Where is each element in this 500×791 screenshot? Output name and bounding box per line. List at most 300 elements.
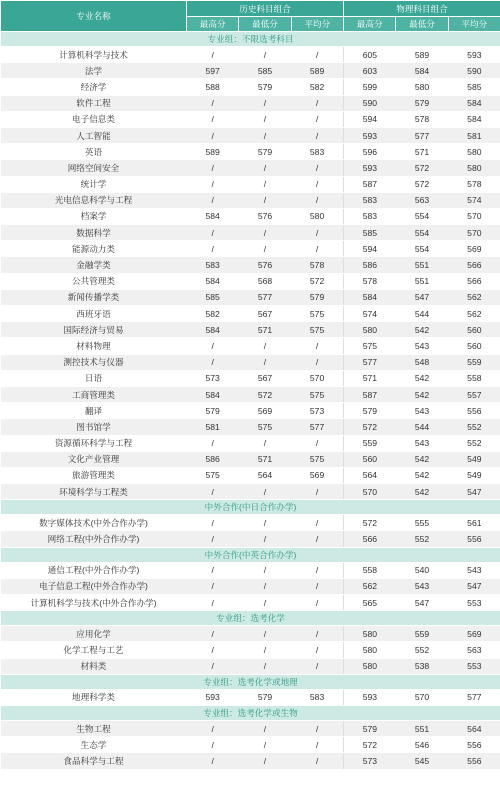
physics-min-cell: 544 [396,306,448,322]
history-max-cell: 585 [187,289,239,305]
physics-max-cell: 572 [344,419,396,435]
physics-avg-cell: 549 [448,451,500,467]
table-row [1,160,500,176]
history-max-cell: / [187,484,239,500]
table-row [1,257,500,273]
physics-min-cell: 543 [396,578,448,594]
physics-max-cell: 565 [344,595,396,611]
physics-avg-cell: 593 [448,47,500,63]
physics-avg-cell: 543 [448,562,500,578]
major-name-cell: 生态学 [1,737,187,753]
history-max-cell: / [187,354,239,370]
history-min-cell: / [239,160,291,176]
table-row [1,753,500,769]
history-min-cell: / [239,47,291,63]
major-name-cell: 食品科学与工程 [1,753,187,769]
physics-min-cell: 542 [396,370,448,386]
physics-max-cell: 575 [344,338,396,354]
table-row [1,241,500,257]
table-row [1,595,500,611]
physics-min-cell: 555 [396,515,448,531]
history-max-cell: / [187,160,239,176]
major-name-cell: 资源循环科学与工程 [1,435,187,451]
group-title: 专业组：选考化学或地理 [1,674,500,689]
major-name-cell: 计算机科学与技术(中外合作办学) [1,595,187,611]
history-min-cell: 577 [239,289,291,305]
history-avg-cell: 583 [291,144,343,160]
history-avg-cell: 575 [291,451,343,467]
physics-min-cell: 552 [396,642,448,658]
history-max-cell: / [187,515,239,531]
physics-avg-cell: 580 [448,144,500,160]
history-avg-cell: / [291,435,343,451]
group-header-row [1,500,500,515]
physics-avg-cell: 569 [448,626,500,642]
history-avg-cell: / [291,47,343,63]
major-name-cell: 翻译 [1,403,187,419]
group-title: 专业组：不限选考科目 [1,32,500,47]
table-row [1,176,500,192]
history-avg-cell: / [291,562,343,578]
table-row [1,370,500,386]
history-avg-cell: 570 [291,370,343,386]
history-avg-cell: 575 [291,306,343,322]
major-name-cell: 旅游管理类 [1,467,187,483]
table-row [1,338,500,354]
history-avg-cell: 575 [291,322,343,338]
group-title: 专业组：选考化学 [1,611,500,626]
table-row [1,127,500,143]
physics-avg-cell: 563 [448,642,500,658]
major-name-cell: 法学 [1,63,187,79]
history-min-cell: 564 [239,467,291,483]
table-row [1,720,500,736]
major-name-cell: 日语 [1,370,187,386]
physics-min-cell: 551 [396,720,448,736]
physics-max-cell: 585 [344,225,396,241]
major-name-cell: 图书馆学 [1,419,187,435]
history-avg-cell: 582 [291,79,343,95]
physics-max-cell: 599 [344,79,396,95]
physics-avg-cell: 562 [448,306,500,322]
table-row [1,306,500,322]
physics-min-cell: 551 [396,257,448,273]
table-row [1,658,500,674]
history-max-cell: 597 [187,63,239,79]
major-name-cell: 光电信息科学与工程 [1,192,187,208]
history-avg-cell: 577 [291,419,343,435]
physics-min-cell: 563 [396,192,448,208]
history-max-cell: / [187,720,239,736]
history-avg-cell: / [291,192,343,208]
history-min-cell: / [239,515,291,531]
physics-avg-cell: 559 [448,354,500,370]
history-avg-cell: / [291,484,343,500]
history-max-cell: / [187,127,239,143]
history-min-cell: 575 [239,419,291,435]
physics-avg-cell: 566 [448,273,500,289]
physics-min-cell: 546 [396,737,448,753]
physics-min-cell: 580 [396,79,448,95]
history-avg-cell: / [291,737,343,753]
physics-min-cell: 589 [396,47,448,63]
major-name-cell: 材料物理 [1,338,187,354]
history-min-cell: / [239,562,291,578]
history-min-cell: / [239,484,291,500]
physics-max-cell: 578 [344,273,396,289]
history-min-cell: / [239,95,291,111]
history-min-cell: 579 [239,79,291,95]
physics-max-cell: 558 [344,562,396,578]
table-body [1,32,500,770]
header-history-min: 最低分 [239,17,291,32]
physics-max-cell: 570 [344,484,396,500]
table-row [1,63,500,79]
physics-min-cell: 542 [396,322,448,338]
history-avg-cell: / [291,338,343,354]
physics-min-cell: 584 [396,63,448,79]
physics-max-cell: 605 [344,47,396,63]
table-row [1,467,500,483]
physics-min-cell: 552 [396,531,448,547]
physics-max-cell: 587 [344,176,396,192]
physics-min-cell: 571 [396,144,448,160]
table-row [1,642,500,658]
table-row [1,354,500,370]
table-row [1,515,500,531]
physics-max-cell: 573 [344,753,396,769]
major-name-cell: 工商管理类 [1,386,187,402]
table-row [1,192,500,208]
history-max-cell: / [187,95,239,111]
physics-min-cell: 578 [396,111,448,127]
major-name-cell: 英语 [1,144,187,160]
history-max-cell: / [187,241,239,257]
physics-avg-cell: 578 [448,176,500,192]
table-row [1,562,500,578]
history-min-cell: / [239,595,291,611]
history-min-cell: / [239,225,291,241]
history-max-cell: 579 [187,403,239,419]
table-header [1,1,500,32]
physics-max-cell: 593 [344,160,396,176]
history-avg-cell: 569 [291,467,343,483]
physics-avg-cell: 570 [448,208,500,224]
history-avg-cell: / [291,578,343,594]
major-name-cell: 西班牙语 [1,306,187,322]
physics-avg-cell: 557 [448,386,500,402]
physics-max-cell: 583 [344,208,396,224]
history-max-cell: 593 [187,689,239,705]
physics-max-cell: 586 [344,257,396,273]
history-max-cell: 583 [187,257,239,273]
physics-avg-cell: 574 [448,192,500,208]
history-max-cell: 584 [187,208,239,224]
physics-avg-cell: 590 [448,63,500,79]
history-avg-cell: / [291,658,343,674]
major-name-cell: 测控技术与仪器 [1,354,187,370]
table-row [1,225,500,241]
physics-max-cell: 593 [344,689,396,705]
header-physics-min: 最低分 [396,17,448,32]
physics-avg-cell: 556 [448,403,500,419]
physics-avg-cell: 549 [448,467,500,483]
history-max-cell: 584 [187,273,239,289]
group-header-row [1,674,500,689]
physics-avg-cell: 547 [448,484,500,500]
history-avg-cell: / [291,176,343,192]
physics-min-cell: 542 [396,451,448,467]
physics-min-cell: 548 [396,354,448,370]
table-row [1,578,500,594]
history-avg-cell: / [291,531,343,547]
history-max-cell: / [187,658,239,674]
physics-max-cell: 583 [344,192,396,208]
history-min-cell: 568 [239,273,291,289]
physics-max-cell: 584 [344,289,396,305]
physics-max-cell: 566 [344,531,396,547]
major-name-cell: 电子信息类 [1,111,187,127]
history-max-cell: / [187,435,239,451]
major-name-cell: 电子信息工程(中外合作办学) [1,578,187,594]
history-min-cell: / [239,658,291,674]
group-header-row [1,705,500,720]
physics-max-cell: 590 [344,95,396,111]
physics-max-cell: 594 [344,111,396,127]
physics-max-cell: 564 [344,467,396,483]
physics-max-cell: 559 [344,435,396,451]
physics-min-cell: 540 [396,562,448,578]
physics-min-cell: 543 [396,403,448,419]
header-physics-max: 最高分 [344,17,396,32]
physics-avg-cell: 553 [448,658,500,674]
physics-avg-cell: 561 [448,515,500,531]
history-avg-cell: / [291,720,343,736]
physics-max-cell: 562 [344,578,396,594]
physics-max-cell: 580 [344,642,396,658]
history-max-cell: / [187,111,239,127]
history-min-cell: / [239,753,291,769]
table-row [1,208,500,224]
physics-max-cell: 596 [344,144,396,160]
table-row [1,435,500,451]
history-min-cell: 567 [239,370,291,386]
major-name-cell: 应用化学 [1,626,187,642]
physics-max-cell: 580 [344,322,396,338]
history-avg-cell: 589 [291,63,343,79]
history-max-cell: / [187,192,239,208]
physics-avg-cell: 577 [448,689,500,705]
major-name-cell: 文化产业管理 [1,451,187,467]
history-avg-cell: / [291,225,343,241]
major-name-cell: 数字媒体技术(中外合作办学) [1,515,187,531]
physics-min-cell: 542 [396,484,448,500]
physics-min-cell: 572 [396,160,448,176]
history-avg-cell: / [291,111,343,127]
history-max-cell: / [187,531,239,547]
physics-avg-cell: 556 [448,737,500,753]
history-max-cell: / [187,642,239,658]
physics-avg-cell: 580 [448,160,500,176]
history-avg-cell: / [291,127,343,143]
history-min-cell: 571 [239,451,291,467]
history-avg-cell: / [291,160,343,176]
history-avg-cell: 572 [291,273,343,289]
history-avg-cell: 579 [291,289,343,305]
history-min-cell: / [239,626,291,642]
major-name-cell: 化学工程与工艺 [1,642,187,658]
history-max-cell: / [187,338,239,354]
history-min-cell: 567 [239,306,291,322]
major-name-cell: 公共管理类 [1,273,187,289]
physics-min-cell: 543 [396,338,448,354]
major-name-cell: 能源动力类 [1,241,187,257]
header-history-combo: 历史科目组合 [187,1,344,17]
history-max-cell: / [187,47,239,63]
table-row [1,111,500,127]
physics-min-cell: 572 [396,176,448,192]
history-min-cell: 579 [239,689,291,705]
physics-avg-cell: 558 [448,370,500,386]
physics-avg-cell: 560 [448,338,500,354]
physics-max-cell: 572 [344,515,396,531]
table-row [1,47,500,63]
history-min-cell: 576 [239,208,291,224]
history-max-cell: 584 [187,386,239,402]
history-min-cell: / [239,435,291,451]
major-name-cell: 环境科学与工程类 [1,484,187,500]
major-name-cell: 材料类 [1,658,187,674]
history-max-cell: 581 [187,419,239,435]
history-min-cell: 585 [239,63,291,79]
major-name-cell: 经济学 [1,79,187,95]
group-header-row [1,32,500,47]
table-row [1,403,500,419]
table-row [1,144,500,160]
history-max-cell: / [187,753,239,769]
group-title: 专业组：选考化学或生物 [1,705,500,720]
physics-max-cell: 579 [344,403,396,419]
table-row [1,531,500,547]
physics-min-cell: 554 [396,241,448,257]
physics-max-cell: 577 [344,354,396,370]
physics-min-cell: 542 [396,467,448,483]
history-max-cell: 582 [187,306,239,322]
header-physics-combo: 物理科目组合 [344,1,500,17]
physics-avg-cell: 553 [448,595,500,611]
history-max-cell: 584 [187,322,239,338]
major-name-cell: 软件工程 [1,95,187,111]
physics-min-cell: 547 [396,289,448,305]
physics-avg-cell: 569 [448,241,500,257]
physics-min-cell: 543 [396,435,448,451]
history-avg-cell: / [291,95,343,111]
physics-max-cell: 574 [344,306,396,322]
physics-min-cell: 577 [396,127,448,143]
history-min-cell: / [239,111,291,127]
history-avg-cell: / [291,241,343,257]
history-min-cell: 579 [239,144,291,160]
history-avg-cell: 580 [291,208,343,224]
history-avg-cell: / [291,642,343,658]
physics-avg-cell: 562 [448,289,500,305]
history-max-cell: / [187,578,239,594]
history-min-cell: 572 [239,386,291,402]
history-avg-cell: / [291,515,343,531]
history-avg-cell: / [291,626,343,642]
physics-min-cell: 544 [396,419,448,435]
major-name-cell: 计算机科学与技术 [1,47,187,63]
physics-avg-cell: 552 [448,435,500,451]
history-min-cell: 569 [239,403,291,419]
physics-max-cell: 571 [344,370,396,386]
physics-min-cell: 542 [396,386,448,402]
history-min-cell: / [239,642,291,658]
history-min-cell: / [239,531,291,547]
physics-avg-cell: 584 [448,95,500,111]
history-min-cell: / [239,338,291,354]
physics-max-cell: 560 [344,451,396,467]
table-row [1,737,500,753]
physics-max-cell: 593 [344,127,396,143]
major-name-cell: 统计学 [1,176,187,192]
physics-avg-cell: 585 [448,79,500,95]
physics-max-cell: 594 [344,241,396,257]
history-avg-cell: 575 [291,386,343,402]
table-row [1,419,500,435]
history-min-cell: / [239,578,291,594]
physics-min-cell: 545 [396,753,448,769]
header-major-name: 专业名称 [1,1,187,32]
history-avg-cell: / [291,595,343,611]
table-row [1,484,500,500]
history-min-cell: / [239,720,291,736]
physics-avg-cell: 581 [448,127,500,143]
physics-avg-cell: 570 [448,225,500,241]
table-row [1,386,500,402]
physics-min-cell: 551 [396,273,448,289]
history-max-cell: / [187,176,239,192]
table-row [1,273,500,289]
major-name-cell: 档案学 [1,208,187,224]
history-max-cell: 589 [187,144,239,160]
history-max-cell: / [187,737,239,753]
physics-avg-cell: 556 [448,531,500,547]
history-min-cell: / [239,737,291,753]
table-row [1,626,500,642]
history-avg-cell: 573 [291,403,343,419]
history-avg-cell: 583 [291,689,343,705]
history-min-cell: / [239,354,291,370]
major-name-cell: 网络工程(中外合作办学) [1,531,187,547]
table-row [1,79,500,95]
history-avg-cell: / [291,354,343,370]
physics-max-cell: 579 [344,720,396,736]
major-name-cell: 数据科学 [1,225,187,241]
history-min-cell: 571 [239,322,291,338]
physics-max-cell: 580 [344,626,396,642]
table-row [1,322,500,338]
history-max-cell: 573 [187,370,239,386]
group-header-row [1,547,500,562]
major-name-cell: 通信工程(中外合作办学) [1,562,187,578]
physics-max-cell: 603 [344,63,396,79]
major-name-cell: 生物工程 [1,720,187,736]
physics-min-cell: 579 [396,95,448,111]
major-name-cell: 人工智能 [1,127,187,143]
physics-avg-cell: 552 [448,419,500,435]
major-name-cell: 网络空间安全 [1,160,187,176]
